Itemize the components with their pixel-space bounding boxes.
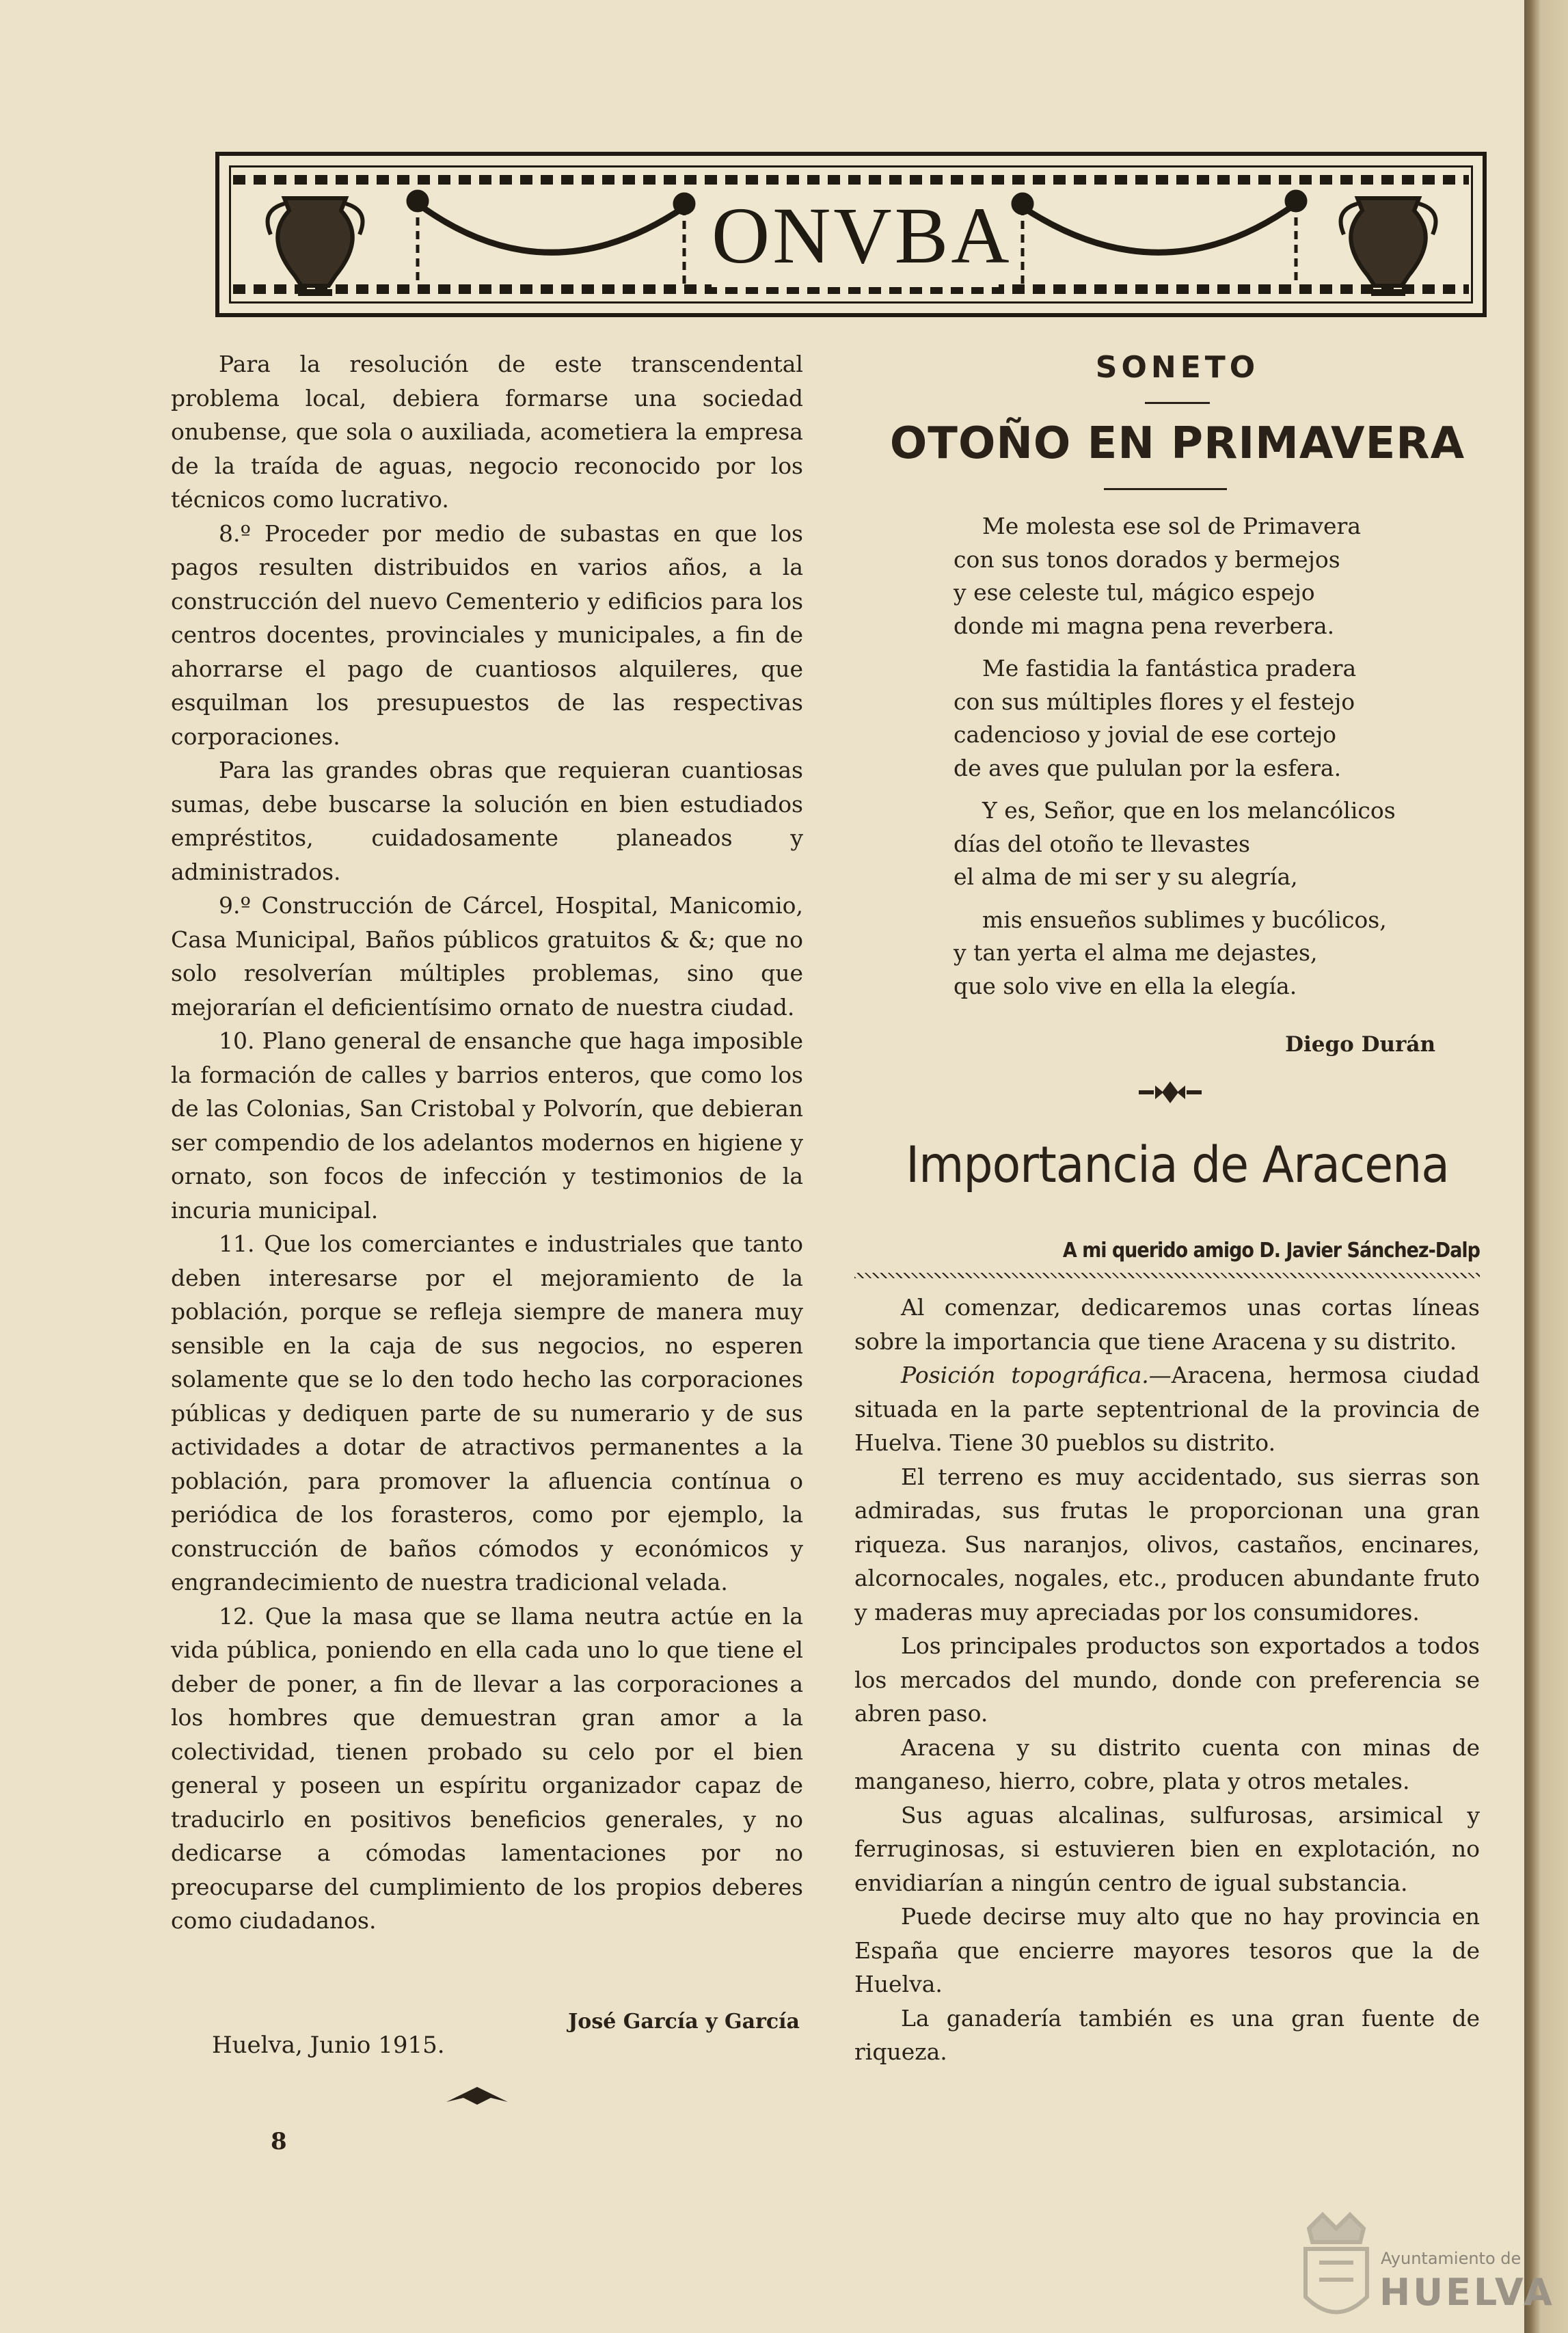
poem-stanza (954, 510, 1473, 643)
divider (1104, 488, 1227, 490)
article-dedication: A mi querido amigo D. Javier Sánchez-Dalp (1062, 1239, 1480, 1263)
left-signature: José García y García (568, 2010, 800, 2034)
tail-ornament-icon (443, 2081, 511, 2109)
left-column-text (171, 347, 803, 1938)
banner-title: ONVBA (712, 185, 999, 287)
header-banner (215, 152, 1487, 317)
poem-stanza (954, 794, 1473, 894)
poem-line: donde mi magna pena reverbera. (954, 612, 1335, 639)
poem-line: de aves que pululan por la esfera. (954, 754, 1342, 781)
page-edge-shadow (1524, 0, 1568, 2333)
poem-line: Me fastidia la fantástica pradera (982, 655, 1357, 682)
article-body (854, 1291, 1480, 2069)
poem-stanza (954, 904, 1473, 1003)
poem-label: SONETO (1095, 350, 1260, 385)
poem-stanza (954, 652, 1473, 785)
poem-line: cadencioso y jovial de ese cortejo (954, 721, 1337, 748)
poem-line: Me molesta ese sol de Primavera (982, 513, 1362, 539)
paragraph: 10. Plano general de ensanche que haga imposible la formación de calles y barrios enteros, que como los de las Colonias, San Cristobal y Polvorín, que debieran ser compendio de los adelantos modernos en higiene y ornato, son focos de infección y testimonios de la incuria municipal. (171, 1027, 803, 1224)
poem-line: días del otoño te llevastes (954, 830, 1250, 857)
paragraph: Sus aguas alcalinas, sulfurosas, arsimical y ferruginosas, si estuvieren bien en explotación, no envidiarían a ningún centro de igual substancia. (854, 1801, 1480, 1896)
fleuron-icon (1136, 1079, 1204, 1106)
poem-title: OTOÑO EN PRIMAVERA (889, 418, 1465, 469)
paragraph: Los principales productos son exportados a todos los mercados del mundo, donde con preferencia se abren paso. (854, 1632, 1480, 1727)
paragraph: 11. Que los comerciantes e industriales que tanto deben interesarse por el mejoramiento de la población, porque se refleja siempre de manera muy sensible en la caja de sus negocios, no esperen solamente que se lo den todo hecho las corporaciones públicas y dediquen parte de su numerario y de sus actividades a dotar de atractivos permanentes a la población, para promover la afluencia contínua o periódica de los forasteros, como por ejemplo, la construcción de baños cómodos y económicos y engrandecimiento de nuestra tradicional velada. (171, 1230, 803, 1595)
poem-line: que solo vive en ella la elegía. (954, 972, 1297, 999)
paragraph: 8.º Proceder por medio de subastas en que los pagos resulten distribuidos en varios años, a la construcción del nuevo Cementerio y edificios para los centros docentes, provinciales y municipales, a fin de ahorrarse el pago de cuantiosos alquileres, que esquilman los presupuestos de las respectivas corporaciones. (171, 520, 803, 750)
watermark-line2: HUELVA (1379, 2271, 1555, 2314)
poem-line: mis ensueños sublimes y bucólicos, (982, 906, 1387, 933)
paragraph: El terreno es muy accidentado, sus sierras son admiradas, sus frutas le proporcionan una gran riqueza. Sus naranjos, olivos, castaños, encinares, alcornocales, nogales, etc., producen abundante fruto y maderas muy apreciadas por los consumidores. (854, 1463, 1480, 1626)
paragraph: Al comenzar, dedicaremos unas cortas líneas sobre la importancia que tiene Aracena y su distrito. (854, 1294, 1480, 1355)
poem-line: y ese celeste tul, mágico espejo (954, 579, 1315, 606)
place-date: Huelva, Junio 1915. (212, 2032, 445, 2059)
paragraph: Aracena y su distrito cuenta con minas de manganeso, hierro, cobre, plata y otros metales. (854, 1734, 1480, 1794)
poem-line: el alma de mi ser y su alegría, (954, 863, 1298, 890)
subheading: Posición topográfica.— (901, 1362, 1172, 1388)
poem-body (954, 510, 1473, 1012)
poem-line: con sus múltiples flores y el festejo (954, 688, 1355, 715)
paragraph-text: Aracena, hermosa ciudad situada en la parte septentrional de la provincia de Huelva. Tiene 30 pueblos su distrito. (854, 1362, 1480, 1456)
left-urn-icon (268, 198, 363, 293)
poem-line: con sus tonos dorados y bermejos (954, 545, 1340, 573)
paragraph: 9.º Construcción de Cárcel, Hospital, Manicomio, Casa Municipal, Baños públicos gratuitos & &; que no solo resolverían múltiples problemas, sino que mejorarían el deficientísimo ornato de nuestra ciudad. (171, 892, 803, 1021)
poem-author: Diego Durán (1285, 1032, 1435, 1057)
paragraph: Para las grandes obras que requieran cuantiosas sumas, debe buscarse la solución en bien estudiados empréstitos, cuidadosamente planeados y administrados. (171, 757, 803, 885)
watermark-line1: Ayuntamiento de (1381, 2249, 1522, 2268)
article-title: Importancia de Aracena (906, 1135, 1449, 1195)
paragraph: La ganadería también es una gran fuente de riqueza. (854, 2004, 1480, 2065)
poem-line: y tan yerta el alma me dejastes, (954, 939, 1318, 966)
dedication-rule (854, 1273, 1480, 1278)
paragraph: Para la resolución de este transcendental problema local, debiera formarse una sociedad onubense, que sola o auxiliada, acometiera la empresa de la traída de aguas, negocio reconocido por los técnicos como lucrativo. (171, 351, 803, 513)
right-urn-icon (1341, 198, 1436, 293)
page-number: 8 (271, 2128, 287, 2155)
paragraph (854, 1358, 1480, 1460)
paragraph: 12. Que la masa que se llama neutra actúe en la vida pública, poniendo en ella cada uno lo que tiene el deber de poner, a fin de llevar a las corporaciones a los hombres que demuestran gran amor a la colectividad, tienen probado su celo por el bien general y poseen un espíritu organizador capaz de traducirlo en positivos beneficios generales, y no dedicarse a cómodas lamentaciones por no preocuparse del cumplimiento de los propios deberes como ciudadanos. (171, 1602, 803, 1934)
divider (1145, 402, 1210, 404)
paragraph: Puede decirse muy alto que no hay provincia en España que encierre mayores tesoros que la de Huelva. (854, 1903, 1480, 1997)
poem-line: Y es, Señor, que en los melancólicos (982, 797, 1396, 824)
